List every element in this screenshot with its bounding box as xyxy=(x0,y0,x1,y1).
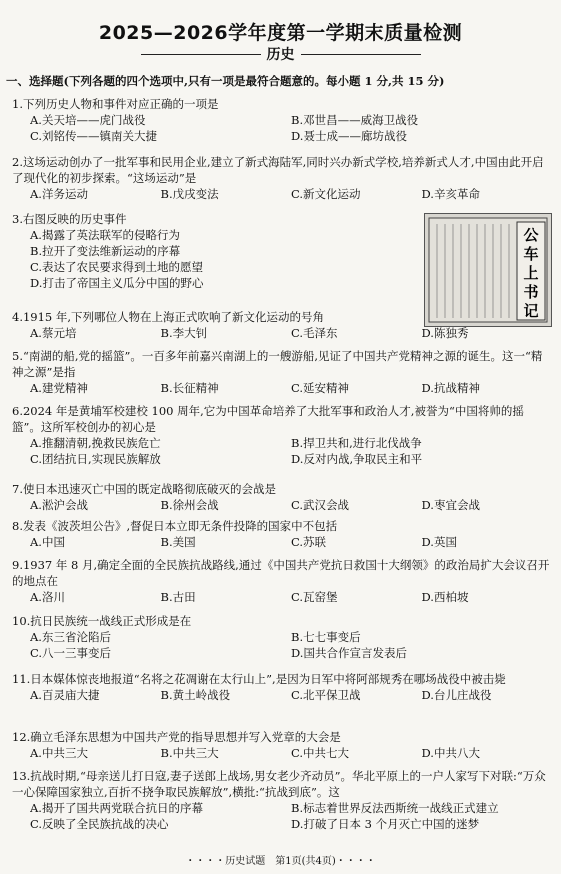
option-b[interactable]: B.李大钊 xyxy=(160,326,208,340)
question-stem: 6.2024 年是黄埔军校建校 100 周年,它为中国革命培养了大批军事和政治人才,被誉为“中国将帅的摇篮”。这所军校创办的初心是 xyxy=(12,404,524,434)
option-a[interactable]: A.建党精神 xyxy=(30,381,88,395)
options-row xyxy=(30,687,552,703)
poster-char: 公 xyxy=(523,226,539,244)
option-a[interactable]: A.中国 xyxy=(30,535,65,549)
option-c[interactable]: C.中共七大 xyxy=(291,746,350,760)
option-b[interactable]: B.黄土岭战役 xyxy=(160,688,231,702)
option-b[interactable]: B.拉开了变法维新运动的序幕 xyxy=(30,244,181,258)
question-stem: 3.右图反映的历史事件 xyxy=(12,212,127,226)
right-rule xyxy=(301,54,421,55)
left-rule xyxy=(141,54,261,55)
poster-char: 记 xyxy=(523,302,539,320)
option-c[interactable]: C.团结抗日,实现民族解放 xyxy=(30,452,161,466)
options-row xyxy=(30,112,552,128)
question-5 xyxy=(12,348,552,396)
options-row xyxy=(30,128,552,144)
question-8 xyxy=(12,518,552,550)
question-stem: 5.“南湖的船,党的摇篮”。一百多年前嘉兴南湖上的一艘游船,见证了中国共产党精神之源的诞生。这一“精神之源”是指 xyxy=(12,349,543,379)
option-d[interactable]: D.中共八大 xyxy=(421,746,480,760)
option-d[interactable]: D.国共合作宣言发表后 xyxy=(291,646,407,660)
options-row xyxy=(30,629,552,645)
question-10 xyxy=(12,613,552,661)
option-c[interactable]: C.表达了农民要求得到土地的愿望 xyxy=(30,260,204,274)
option-d[interactable]: D.西柏坡 xyxy=(421,590,469,604)
poster-char: 车 xyxy=(523,245,539,263)
question-stem: 1.下列历史人物和事件对应正确的一项是 xyxy=(12,97,219,111)
question-4 xyxy=(12,309,552,341)
options-row xyxy=(30,186,552,202)
option-a[interactable]: A.揭露了英法联军的侵略行为 xyxy=(30,228,180,242)
options-row xyxy=(30,380,552,396)
option-b[interactable]: B.戊戌变法 xyxy=(160,187,219,201)
option-c[interactable]: C.八一三事变后 xyxy=(30,646,112,660)
options-row xyxy=(30,589,552,605)
option-d[interactable]: D.辛亥革命 xyxy=(421,187,480,201)
options-row xyxy=(30,497,552,513)
question-2 xyxy=(12,154,552,202)
option-c[interactable]: C.北平保卫战 xyxy=(291,688,361,702)
option-b[interactable]: B.美国 xyxy=(160,535,196,549)
option-b[interactable]: B.徐州会战 xyxy=(160,498,219,512)
subject-row xyxy=(0,44,561,64)
options-row xyxy=(30,645,552,661)
option-c[interactable]: C.武汉会战 xyxy=(291,498,350,512)
option-a[interactable]: A.东三省沦陷后 xyxy=(30,630,111,644)
poster-char: 书 xyxy=(523,283,539,301)
options-row xyxy=(30,435,552,451)
question-stem: 11.日本媒体惊丧地报道“名将之花凋谢在太行山上”,是因为日军中将阿部规秀在哪场战役中被击毙 xyxy=(12,672,506,686)
option-c[interactable]: C.新文化运动 xyxy=(291,187,361,201)
option-d[interactable]: D.台儿庄战役 xyxy=(421,688,492,702)
option-a[interactable]: A.洛川 xyxy=(30,590,65,604)
question-stem: 8.发表《波茨坦公告》,督促日本立即无条件投降的国家中不包括 xyxy=(12,519,338,533)
option-d[interactable]: D.打破了日本 3 个月灭亡中国的迷梦 xyxy=(291,817,480,831)
question-9 xyxy=(12,557,552,605)
question-stem: 2.这场运动创办了一批军事和民用企业,建立了新式海陆军,同时兴办新式学校,培养新式人才,中国由此开启了现代化的初步探索。“这场运动”是 xyxy=(12,155,544,185)
question-6 xyxy=(12,403,552,467)
option-d[interactable]: D.抗战精神 xyxy=(421,381,480,395)
option-c[interactable]: C.刘铭传——镇南关大捷 xyxy=(30,129,158,143)
options-row xyxy=(30,745,552,761)
question-1 xyxy=(12,96,552,144)
options-row xyxy=(30,325,552,341)
question-stem: 9.1937 年 8 月,确定全面的全民族抗战路线,通过《中国共产党抗日救国十大纲领》的政治局扩大会议召开的地点在 xyxy=(12,558,550,588)
options-row xyxy=(30,800,552,816)
question-stem: 4.1915 年,下列哪位人物在上海正式吹响了新文化运动的号角 xyxy=(12,310,325,324)
option-a[interactable]: A.揭开了国共两党联合抗日的序幕 xyxy=(30,801,203,815)
question-stem: 10.抗日民族统一战线正式形成是在 xyxy=(12,614,192,628)
question-11 xyxy=(12,671,552,703)
option-a[interactable]: A.洋务运动 xyxy=(30,187,88,201)
option-c[interactable]: C.瓦窑堡 xyxy=(291,590,338,604)
option-d[interactable]: D.打击了帝国主义瓜分中国的野心 xyxy=(30,276,204,290)
option-b[interactable]: B.七七事变后 xyxy=(291,630,361,644)
options-row xyxy=(30,816,552,832)
option-c[interactable]: C.延安精神 xyxy=(291,381,350,395)
question-13 xyxy=(12,768,552,832)
option-a[interactable]: A.百灵庙大捷 xyxy=(30,688,100,702)
question-3 xyxy=(12,211,417,291)
question-7 xyxy=(12,481,552,513)
question-12 xyxy=(12,729,552,761)
option-d[interactable]: D.反对内战,争取民主和平 xyxy=(291,452,423,466)
option-b[interactable]: B.中共三大 xyxy=(160,746,219,760)
poster-char: 上 xyxy=(523,264,539,282)
option-d[interactable]: D.陈独秀 xyxy=(421,326,469,340)
option-a[interactable]: A.关天培——虎门战役 xyxy=(30,113,146,127)
option-b[interactable]: B.古田 xyxy=(160,590,196,604)
option-a[interactable]: A.蔡元培 xyxy=(30,326,77,340)
question-stem: 13.抗战时期,“母亲送儿打日寇,妻子送郎上战场,男女老少齐动员”。华北平原上的一户人家写下对联:“万众一心保障国家独立,百折不挠争取民族解放”,横批:“抗战到底”。这 xyxy=(12,769,546,799)
options-row xyxy=(30,451,552,467)
option-b[interactable]: B.标志着世界反法西斯统一战线正式建立 xyxy=(291,801,499,815)
subject-label: 历史 xyxy=(266,47,295,63)
question-stem: 12.确立毛泽东思想为中国共产党的指导思想并写入党章的大会是 xyxy=(12,730,341,744)
section-heading: 一、选择题(下列各题的四个选项中,只有一项是最符合题意的。每小题 1 分,共 15 分) xyxy=(6,74,445,88)
option-b[interactable]: B.捍卫共和,进行北伐战争 xyxy=(291,436,422,450)
option-c[interactable]: C.苏联 xyxy=(291,535,327,549)
option-d[interactable]: D.枣宜会战 xyxy=(421,498,480,512)
exam-title: 2025—2026学年度第一学期末质量检测 xyxy=(98,22,463,44)
question-stem: 7.使日本迅速灭亡中国的既定战略彻底破灭的会战是 xyxy=(12,482,276,496)
option-d[interactable]: D.英国 xyxy=(421,535,457,549)
page-footer: ・・・・历史试题 第1页(共4页)・・・・ xyxy=(185,856,376,867)
option-b[interactable]: B.长征精神 xyxy=(160,381,219,395)
option-b[interactable]: B.邓世昌——威海卫战役 xyxy=(291,113,419,127)
option-c[interactable]: C.毛泽东 xyxy=(291,326,338,340)
option-a[interactable]: A.中共三大 xyxy=(30,746,88,760)
option-a[interactable]: A.淞沪会战 xyxy=(30,498,88,512)
option-c[interactable]: C.反映了全民族抗战的决心 xyxy=(30,817,169,831)
option-a[interactable]: A.推翻清朝,挽救民族危亡 xyxy=(30,436,161,450)
options-row xyxy=(30,534,552,550)
option-d[interactable]: D.聂士成——廊坊战役 xyxy=(291,129,407,143)
